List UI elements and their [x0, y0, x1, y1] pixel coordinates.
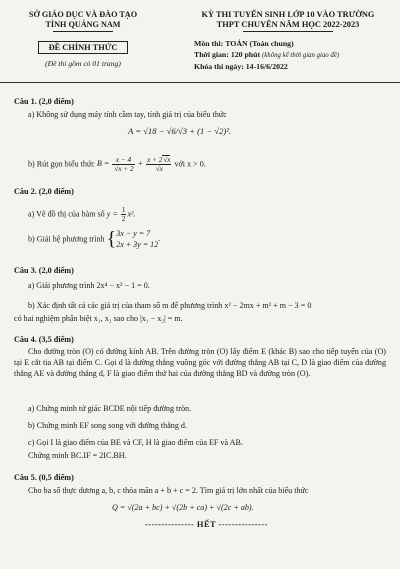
question-4c-part2: Chứng minh BC.IF = 2IC.BH.	[28, 451, 127, 460]
pages-note: (Đề thi gồm có 01 trang)	[45, 59, 121, 68]
question-4-text: Cho đường tròn (O) có đường kính AB. Trên đường tròn (O) lấy điểm E (khác B) sao cho tiếp tuyến của (O) tại E cắt tia AB tại điểm C. Gọi d là đường thẳng vuông góc với đường thẳng AB tại C, D là giao điểm của đường thẳng AE và đường thẳng d, F là giao điểm thứ hai của đường thẳng BD và đường tròn (O).	[14, 347, 386, 378]
divider	[53, 31, 113, 32]
time-line: Thời gian: 120 phút (không kể thời gian giao đề)	[194, 50, 340, 59]
question-3a: a) Giải phương trình 2x⁴ − x² − 1 = 0.	[28, 281, 150, 290]
department-name: SỞ GIÁO DỤC VÀ ĐÀO TẠO	[28, 10, 138, 19]
header-left	[8, 10, 158, 68]
header-separator	[0, 82, 400, 83]
question-5-text: Cho ba số thực dương a, b, c thỏa mãn a + b + c = 2. Tìm giá trị lớn nhất của biểu thức	[28, 486, 309, 495]
subject-line: Môn thi: TOÁN (Toán chung)	[194, 39, 294, 48]
question-2-title: Câu 2. (2,0 điểm)	[14, 187, 74, 196]
question-3b-continued: có hai nghiệm phân biệt x₁, x₂ sao cho |x₁ − x₂| = m.	[14, 314, 183, 323]
question-5-expression: Q = √(2a + bc) + √(2b + ca) + √(2c + ab).	[112, 503, 254, 512]
exam-subtitle: THPT CHUYÊN NĂM HỌC 2022-2023	[216, 20, 360, 29]
question-1a-expression: A = √18 − √6/√3 + (1 − √2)².	[128, 126, 231, 136]
header-right	[182, 10, 394, 72]
question-3-title: Câu 3. (2,0 điểm)	[14, 266, 74, 275]
question-4b: b) Chứng minh EF song song với đường thẳng d.	[28, 421, 187, 430]
question-5-title: Câu 5. (0,5 điểm)	[14, 473, 74, 482]
question-4c: c) Gọi I là giao điểm của BE và CF, H là giao điểm của EF và AB.	[28, 438, 243, 447]
end-marker: --------------- HẾT ---------------	[145, 520, 268, 529]
question-3b: b) Xác định tất cả các giá trị của tham số m để phương trình x² − 2mx + m² + m − 3 = 0	[28, 301, 312, 310]
divider	[243, 31, 333, 32]
exam-title: KỲ THI TUYỂN SINH LỚP 10 VÀO TRƯỜNG	[201, 10, 375, 19]
question-2b: b) Giải hệ phương trình {3x − y = 7 2x + 3y = 12.	[28, 228, 161, 250]
question-1b: b) Rút gọn biểu thức B = $\frac{x - 4}{√x + 2}$ + $\frac{x + 2√x}{√x}$ với x > 0.	[28, 156, 206, 173]
question-1a: a) Không sử dụng máy tính cầm tay, tính giá trị của biểu thức	[28, 110, 227, 119]
date-line: Khóa thi ngày: 14-16/6/2022	[194, 62, 288, 71]
q1b-expression: B = $\frac{x - 4}{√x + 2}$ + $\frac{x + 2√x}{√x}$	[96, 156, 171, 173]
question-1-title: Câu 1. (2,0 điểm)	[14, 97, 74, 106]
question-2a: a) Vẽ đồ thị của hàm số y = $\frac{1}{2}$ x².	[28, 206, 136, 223]
question-4-title: Câu 4. (3,5 điểm)	[14, 335, 74, 344]
official-badge: ĐỀ CHÍNH THỨC	[38, 41, 129, 54]
province-name: TỈNH QUẢNG NAM	[45, 20, 121, 29]
question-4a: a) Chứng minh tứ giác BCDE nội tiếp đường tròn.	[28, 404, 192, 413]
